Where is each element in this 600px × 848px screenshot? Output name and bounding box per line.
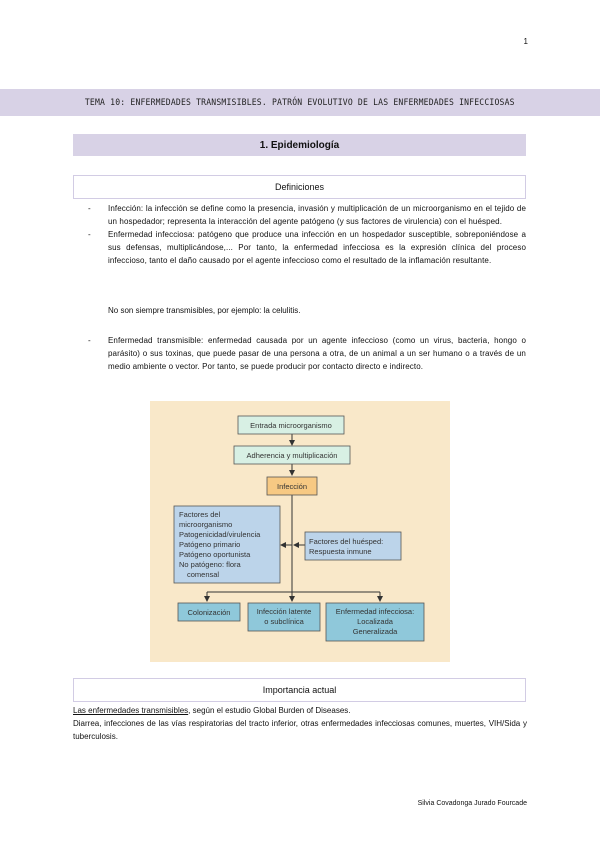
text-adherence: Adherencia y multiplicación <box>246 451 338 460</box>
micro-factor-line: Patógeno oportunista <box>179 550 251 559</box>
micro-factor-line: comensal <box>187 570 220 579</box>
text-entry: Entrada microorganismo <box>250 421 332 430</box>
importance-underlined: Las enfermedades transmisibles <box>73 706 189 715</box>
infection-process-diagram <box>150 401 450 662</box>
definition-enfermedad-infecciosa: - Enfermedad infecciosa: patógeno que produce una infección en un hospedador susceptible, sobreponiéndose a sus defensas, multiplicándose,... Por tanto, la enfermedad infecciosa es la expresión clínica del proceso infeccioso, tanto el daño causado por el agente infeccioso como el resultado de la inflamación resultante. <box>88 228 526 267</box>
disease-line: Generalizada <box>352 627 398 636</box>
micro-factor-line: Patógeno primario <box>179 540 241 549</box>
micro-factor-line: Factores del <box>179 510 221 519</box>
text-infection: Infección <box>276 482 308 491</box>
micro-factor-line: microorganismo <box>179 520 233 529</box>
importance-line-1 <box>73 704 527 717</box>
importance-line-2: Diarrea, infecciones de las vías respiratorias del tracto inferior, otras enfermedades infecciosas comunes, muertes, VIH/Sida y tuberculosis. <box>73 719 527 741</box>
definitions-header: Definiciones <box>73 175 526 199</box>
page-number: 1 <box>523 37 528 46</box>
latent-line: Infección latente <box>256 607 312 616</box>
micro-factor-line: Patogenicidad/virulencia <box>179 530 261 539</box>
latent-line: o subclínica <box>264 617 304 626</box>
topic-banner <box>0 89 600 116</box>
topic-title: TEMA 10: ENFERMEDADES TRANSMISIBLES. PATRÓN EVOLUTIVO DE LAS ENFERMEDADES INFECCIOSAS <box>85 97 515 108</box>
definitions-list <box>88 202 526 267</box>
host-factor-line: Factores del huésped: <box>309 537 384 546</box>
non-transmissible-note: No son siempre transmisibles, por ejemplo: la celulitis. <box>108 306 301 315</box>
author-footer: Silvia Covadonga Jurado Fourcade <box>417 800 527 807</box>
micro-factor-line: No patógeno: flora <box>179 560 241 569</box>
host-factor-line: Respuesta inmune <box>309 547 372 556</box>
definitions-list-2 <box>88 334 526 373</box>
section-title: 1. Epidemiología <box>73 134 526 156</box>
disease-line: Enfermedad infecciosa: <box>335 607 415 616</box>
definition-infeccion: - Infección: la infección se define como la presencia, invasión y multiplicación de un microorganismo en el tejido de un hospedador; representa la interacción del agente patógeno (y sus factores de virulencia) con el huésped. <box>88 202 526 228</box>
disease-line: Localizada <box>357 617 393 626</box>
text-colonization: Colonización <box>187 608 231 617</box>
importance-header: Importancia actual <box>73 678 526 702</box>
definition-enfermedad-transmisible: - Enfermedad transmisible: enfermedad causada por un agente infeccioso (como un virus, bacteria, hongo o parásito) o sus toxinas, que puede pasar de una persona a otra, de un animal a un ser humano o a través de un medio ambiente o vector. Por tanto, se puede producir por contacto directo e indirecto. <box>88 334 526 373</box>
importance-line-1-rest: , según el estudio Global Burden of Diseases. <box>188 706 351 715</box>
